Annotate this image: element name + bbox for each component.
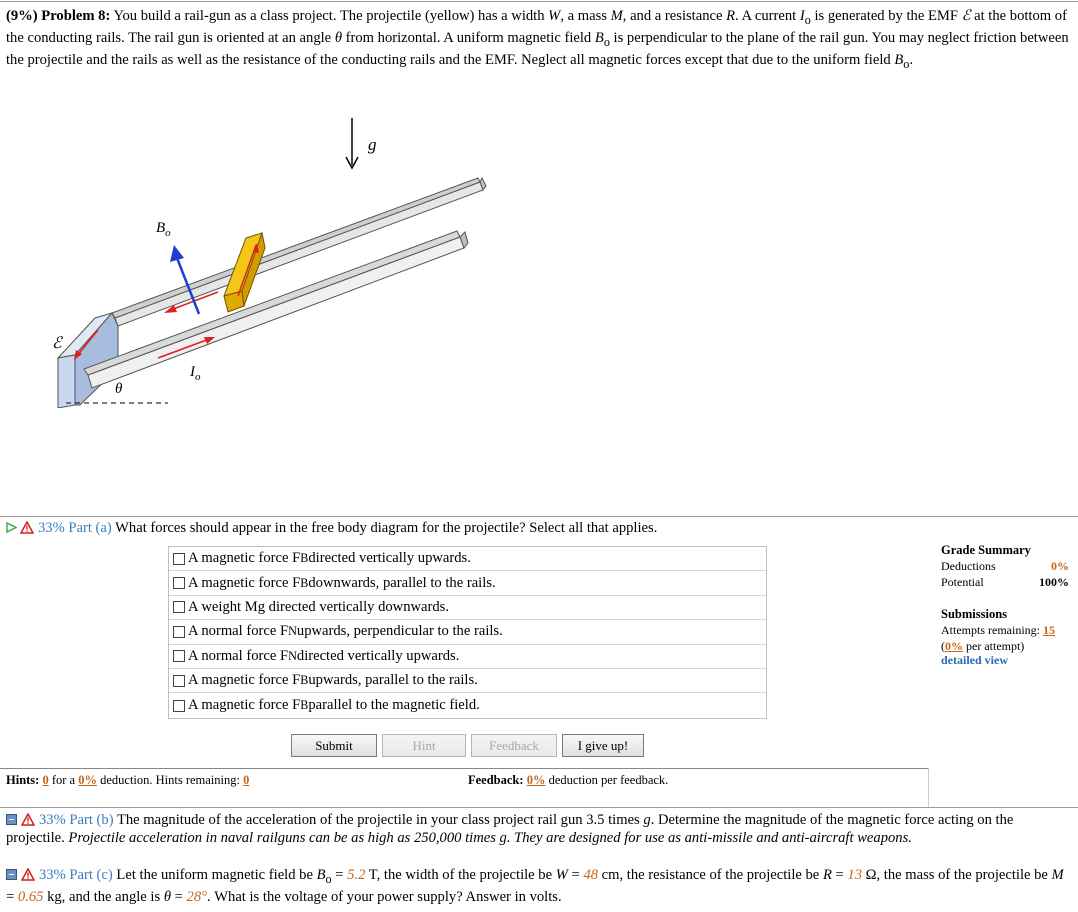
option-checkbox[interactable] [173, 650, 185, 662]
deductions-label: Deductions [941, 559, 996, 573]
warning-icon [21, 868, 35, 881]
submit-button[interactable]: Submit [291, 734, 377, 757]
option-4[interactable]: A normal force F N upwards, perpendicular to the rails. [169, 620, 766, 644]
option-checkbox[interactable] [173, 626, 185, 638]
part-b-percent: 33% Part (b) [39, 812, 114, 828]
warning-icon [21, 813, 35, 826]
option-checkbox[interactable] [173, 577, 185, 589]
problem-weight: (9%) [6, 8, 38, 24]
emf-label: ℰ [52, 335, 62, 352]
part-a-percent: 33% Part (a) [38, 520, 112, 536]
separator-a [0, 516, 1078, 517]
part-a-header[interactable] [6, 519, 657, 537]
submissions-title: Submissions [941, 607, 1008, 621]
part-a-question: What forces should appear in the free body diagram for the projectile? Select all that applies. [115, 520, 658, 536]
feedback-button[interactable]: Feedback [471, 734, 557, 757]
attempts-label: Attempts remaining: [941, 623, 1040, 637]
gravity-arrow [346, 118, 358, 168]
option-checkbox[interactable] [173, 553, 185, 565]
option-5[interactable]: A normal force F N directed vertically upwards. [169, 645, 766, 669]
collapse-icon[interactable] [6, 814, 17, 825]
part-c-section[interactable]: 33% Part (c) Let the uniform magnetic field be $B_o = 5.2$ T, the width of the projectile be W = 48 cm, the resistance of the projectile be R = 13 Ω, the mass of the projectile be M = 0.65 kg, and the angle is θ = 28°. What is the voltage of your power supply? Answer in volts. [6, 867, 1064, 905]
deductions-value: 0% [1051, 559, 1069, 573]
warning-icon [20, 521, 34, 534]
angle-label: θ [115, 381, 123, 397]
option-3[interactable]: A weight Mg directed vertically downwards. [169, 596, 766, 620]
grade-summary-title: Grade Summary [941, 543, 1031, 557]
option-checkbox[interactable] [173, 675, 185, 687]
option-checkbox[interactable] [173, 601, 185, 613]
expand-triangle-icon[interactable] [6, 522, 17, 533]
grade-summary: Grade Summary Deductions 0% Potential 100% Submissions Attempts remaining: 15 (0% per attempt) detailed view [941, 543, 1069, 667]
potential-label: Potential [941, 575, 984, 589]
option-1[interactable]: A magnetic force F B directed vertically upwards. [169, 547, 766, 571]
feedback-info: Feedback: 0% deduction per feedback. [468, 773, 669, 787]
give-up-button[interactable]: I give up! [562, 734, 644, 757]
current-label: $I_o$ [190, 364, 201, 383]
railgun-figure [40, 108, 510, 408]
option-7[interactable]: A magnetic force F B parallel to the magnetic field. [169, 693, 766, 717]
action-buttons [291, 734, 644, 757]
part-c-percent: 33% Part (c) [39, 867, 113, 883]
problem-label: Problem 8: [41, 8, 111, 24]
top-border [0, 1, 1078, 2]
potential-value: 100% [1039, 575, 1069, 589]
hint-button[interactable]: Hint [382, 734, 466, 757]
separator-b [0, 807, 1078, 808]
part-b-section[interactable]: 33% Part (b) The magnitude of the acceleration of the projectile in your class project rail gun 3.5 times g. Determine the magnitude of the magnetic force acting on the projectile. Projectile acceleration in naval railguns can be as high as 250,000 times g. They are designed for use as anti-missile and anti-aircraft weapons. [6, 812, 1014, 846]
collapse-icon[interactable] [6, 869, 17, 880]
detailed-view-link[interactable]: detailed view [941, 653, 1008, 667]
option-checkbox[interactable] [173, 700, 185, 712]
option-2[interactable]: A magnetic force F B downwards, parallel to the rails. [169, 571, 766, 595]
attempts-value: 15 [1042, 623, 1055, 637]
part-b-note: Projectile acceleration in naval railguns can be as high as 250,000 times g. They are designed for use as anti-missile and anti-aircraft weapons. [68, 830, 912, 846]
hints-feedback-bar [0, 768, 929, 807]
option-6[interactable]: A magnetic force F B upwards, parallel to the rails. [169, 669, 766, 693]
per-attempt-pct: 0% [945, 639, 963, 653]
hints-info: Hints: 0 for a 0% deduction. Hints remaining: 0 [6, 773, 250, 787]
part-a-options [168, 546, 767, 719]
gravity-label: g [368, 135, 377, 154]
field-label: $B_o$ [156, 220, 171, 239]
problem-statement: (9%) Problem 8: You build a rail-gun as a class project. The projectile (yellow) has a width W, a mass M, and a resistance R. A current $I_o$ is generated by the EMF ℰ at the bottom of the conducting rails. The rail gun is oriented at an angle θ from horizontal. A uniform magnetic field $B_o$ is perpendicular to the plane of the rail gun. You may neglect friction between the projectile and the rails as well as the resistance of the conducting rails and the EMF. Neglect all magnetic forces except that due to the uniform field $B_o$. [6, 8, 1069, 71]
